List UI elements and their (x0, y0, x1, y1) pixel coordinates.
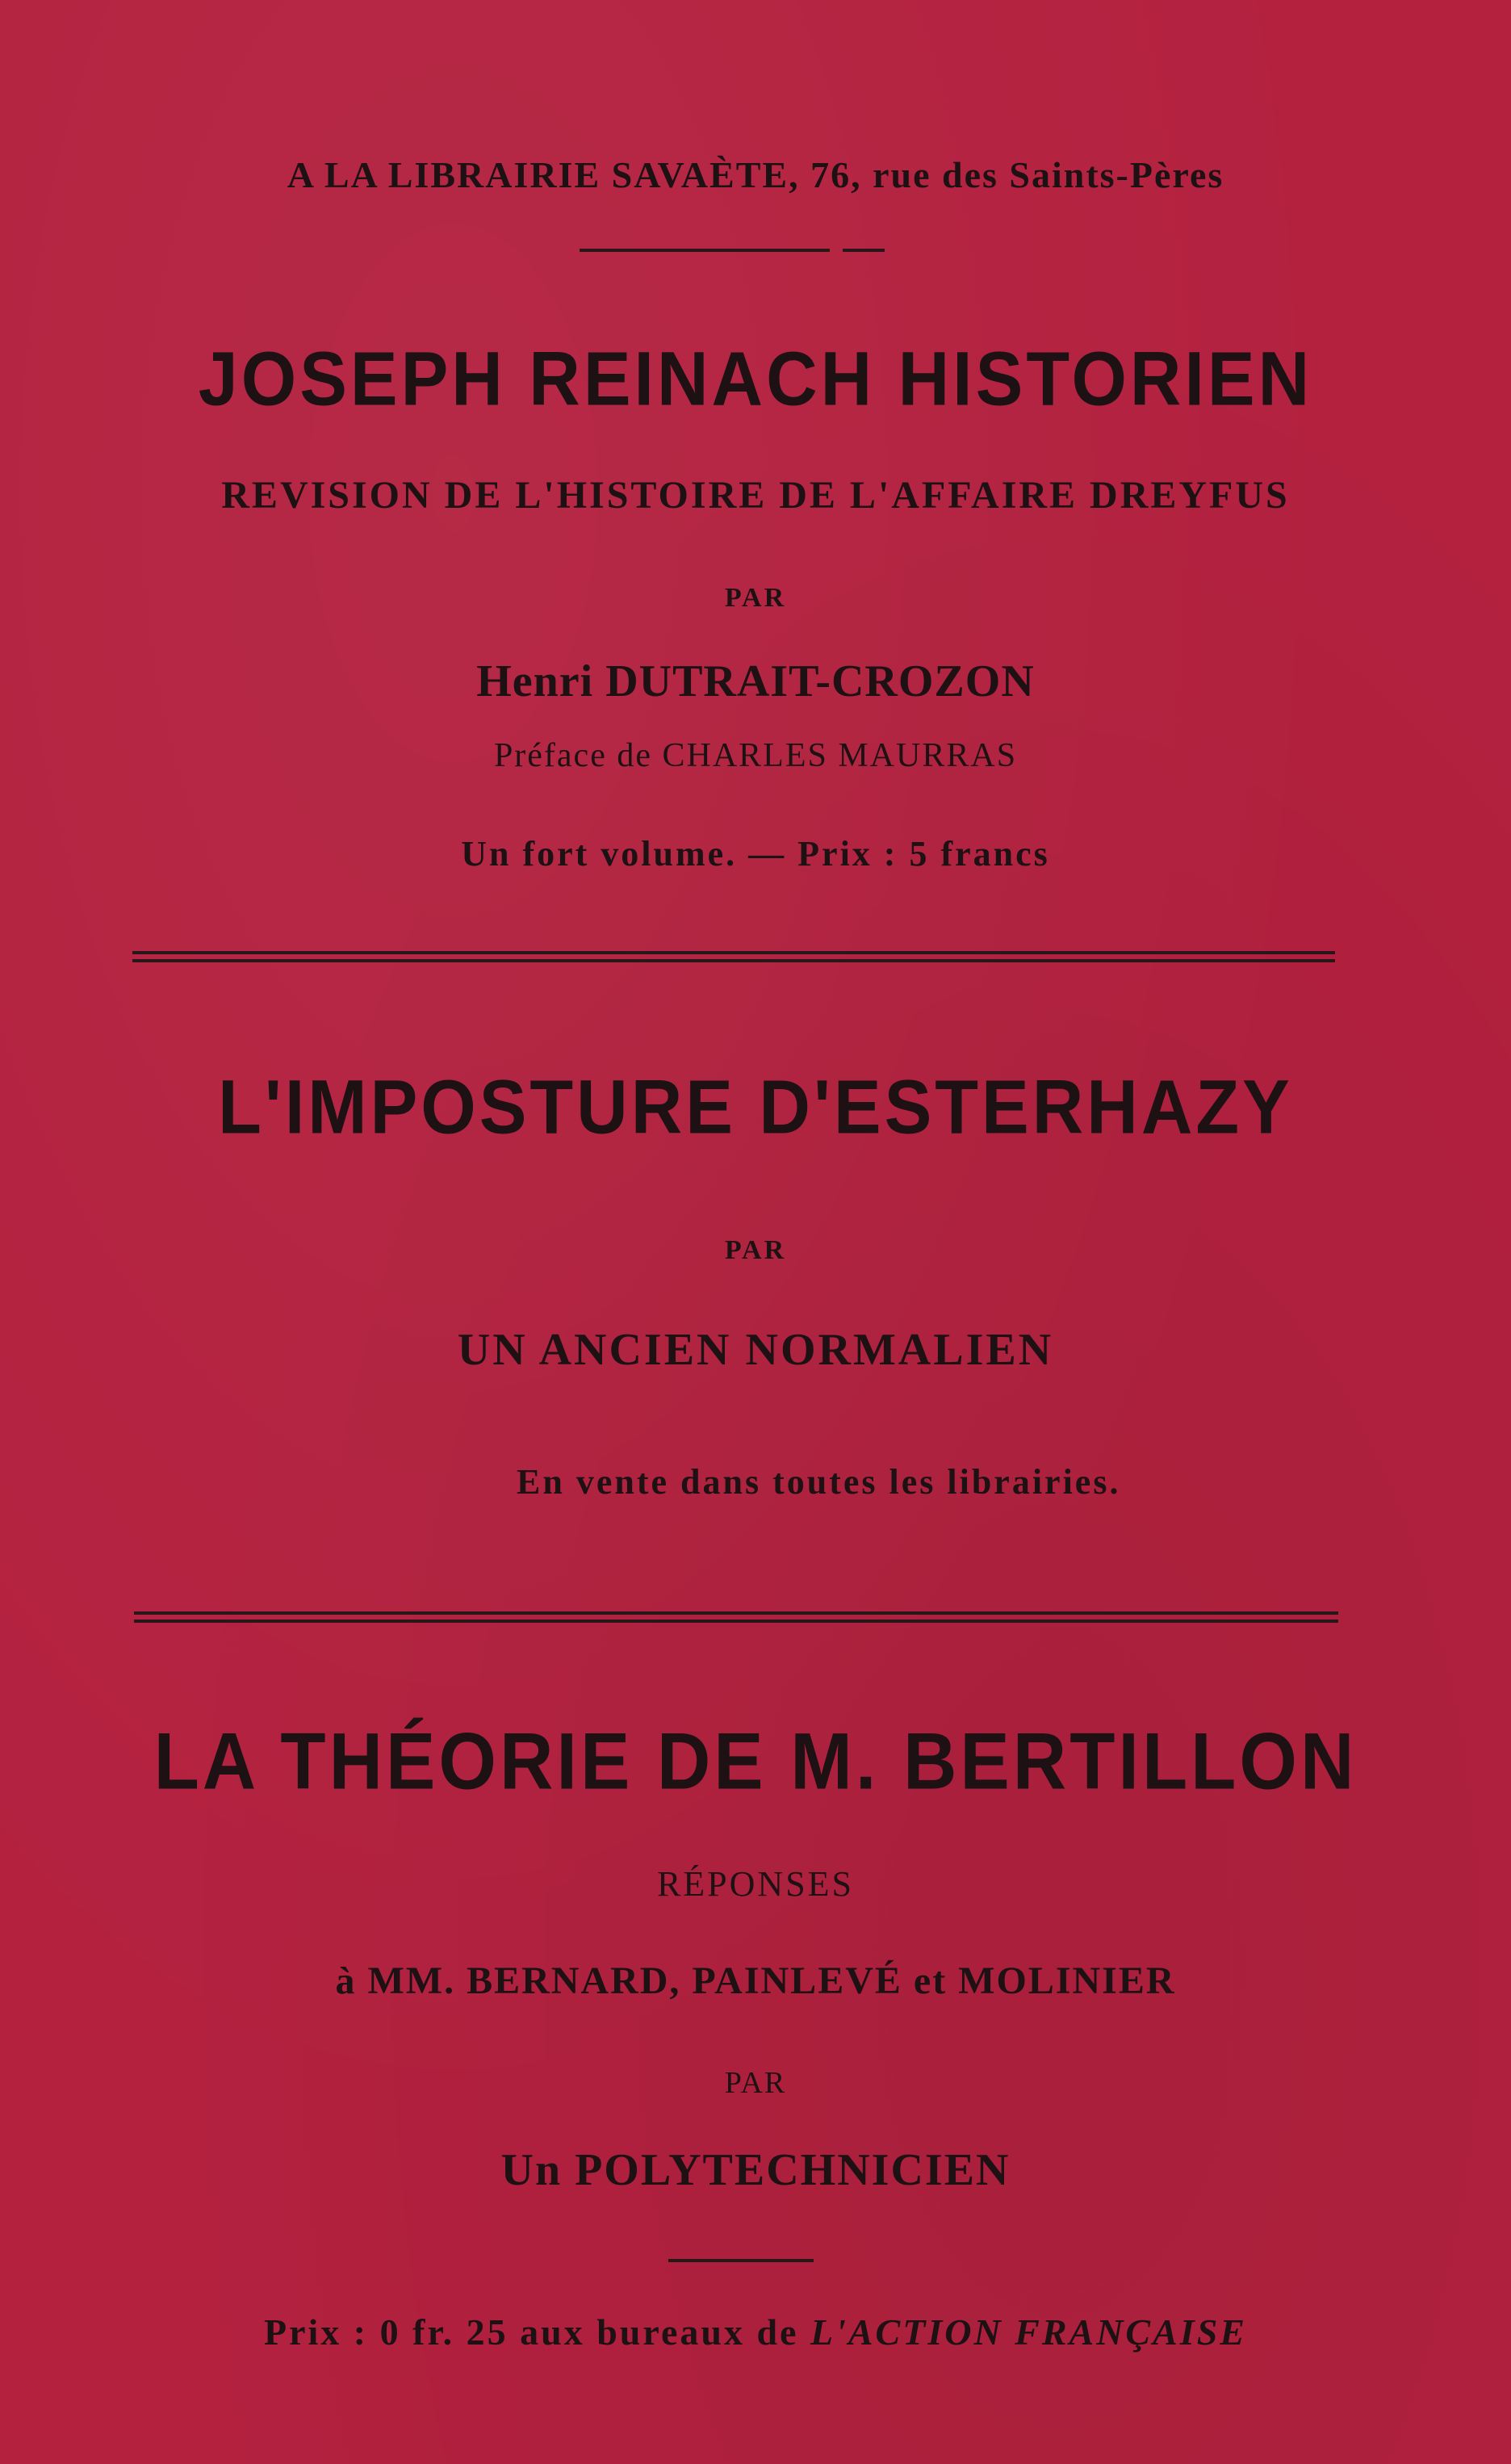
book2-title: L'IMPOSTURE D'ESTERHAZY (218, 1063, 1293, 1150)
book1-title: JOSEPH REINACH HISTORIEN (198, 334, 1313, 421)
section-divider-2 (134, 1611, 1338, 1623)
book2-author: UN ANCIEN NORMALIEN (457, 1325, 1054, 1375)
section-divider-1 (132, 951, 1335, 962)
book1-author: Henri DUTRAIT-CROZON (476, 656, 1035, 706)
short-divider-top (580, 249, 830, 252)
book3-subtitle: RÉPONSES (656, 1864, 855, 1904)
book1-par: PAR (724, 583, 787, 613)
publisher-address: A LA LIBRAIRIE SAVAÈTE, 76, rue des Saints-Pères (287, 154, 1224, 195)
short-divider-top-dash (843, 249, 885, 252)
book3-title: LA THÉORIE DE M. BERTILLON (153, 1716, 1358, 1807)
short-divider-bottom (668, 2259, 814, 2262)
book1-subtitle: REVISION DE L'HISTOIRE DE L'AFFAIRE DREYFUS (221, 474, 1290, 517)
book3-addressees: à MM. BERNARD, PAINLEVÉ et MOLINIER (335, 1959, 1176, 2002)
book3-price (0, 2311, 1511, 2353)
book1-price: Un fort volume. — Prix : 5 francs (461, 834, 1050, 874)
book1-preface: Préface de CHARLES MAURRAS (493, 737, 1018, 774)
book2-par: PAR (724, 1235, 787, 1265)
book3-par: PAR (724, 2066, 787, 2100)
book3-author: Un POLYTECHNICIEN (500, 2145, 1011, 2195)
book3-price-prefix: Prix : 0 fr. 25 aux bureaux de (264, 2311, 799, 2353)
book3-price-publication: L'ACTION FRANÇAISE (810, 2311, 1247, 2353)
book2-availability: En vente dans toutes les librairies. (517, 1462, 1121, 1502)
